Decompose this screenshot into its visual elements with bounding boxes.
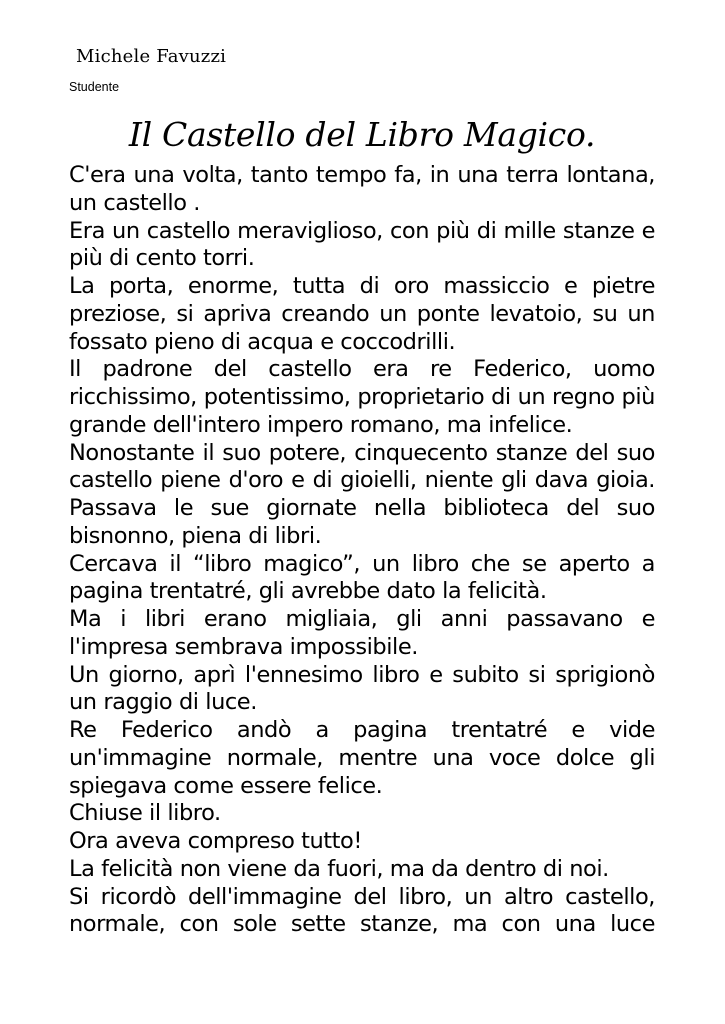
story-paragraph: Chiuse il libro. (69, 800, 221, 827)
story-paragraph: La porta, enorme, tutta di oro massiccio e pietre preziose, si apriva creando un ponte levatoio, su un fossato pieno di acqua e coccodrilli. (69, 273, 655, 355)
story-paragraph: Si ricordò dell'immagine del libro, un altro castello, normale, con sole sette stanze, ma con una luce (69, 883, 655, 938)
story-title: Il Castello del Libro Magico. (128, 115, 596, 154)
story-paragraph: Era un castello meraviglioso, con più di mille stanze e più di cento torri. (69, 217, 655, 272)
story-body (69, 162, 655, 939)
author-role: Studente (69, 80, 120, 94)
story-paragraph: C'era una volta, tanto tempo fa, in una terra lontana, un castello . (69, 162, 655, 216)
story-paragraph: Nonostante il suo potere, cinquecento stanze del suo castello piene d'oro e di gioielli, niente gli dava gioia. Passava le sue giornate nella biblioteca del suo bisnonno, piena di libri. (69, 439, 655, 549)
story-paragraph: Re Federico andò a pagina trentatré e vide un'immagine normale, mentre una voce dolce gli spiegava come essere felice. (69, 717, 655, 799)
story-paragraph: Ora aveva compreso tutto! (69, 828, 362, 854)
story-paragraph: Cercava il “libro magico”, un libro che se aperto a pagina trentatré, gli avrebbe dato la felicità. (69, 550, 655, 605)
author-name: Michele Favuzzi (76, 46, 227, 67)
story-paragraph: Ma i libri erano migliaia, gli anni passavano e l'impresa sembrava impossibile. (69, 606, 655, 660)
story-paragraph: Un giorno, aprì l'ennesimo libro e subito si sprigionò un raggio di luce. (69, 661, 655, 716)
story-paragraph: La felicità non viene da fuori, ma da dentro di noi. (69, 855, 609, 882)
story-paragraph: Il padrone del castello era re Federico, uomo ricchissimo, potentissimo, proprietario di un regno più grande dell'intero impero romano, ma infelice. (69, 356, 655, 438)
